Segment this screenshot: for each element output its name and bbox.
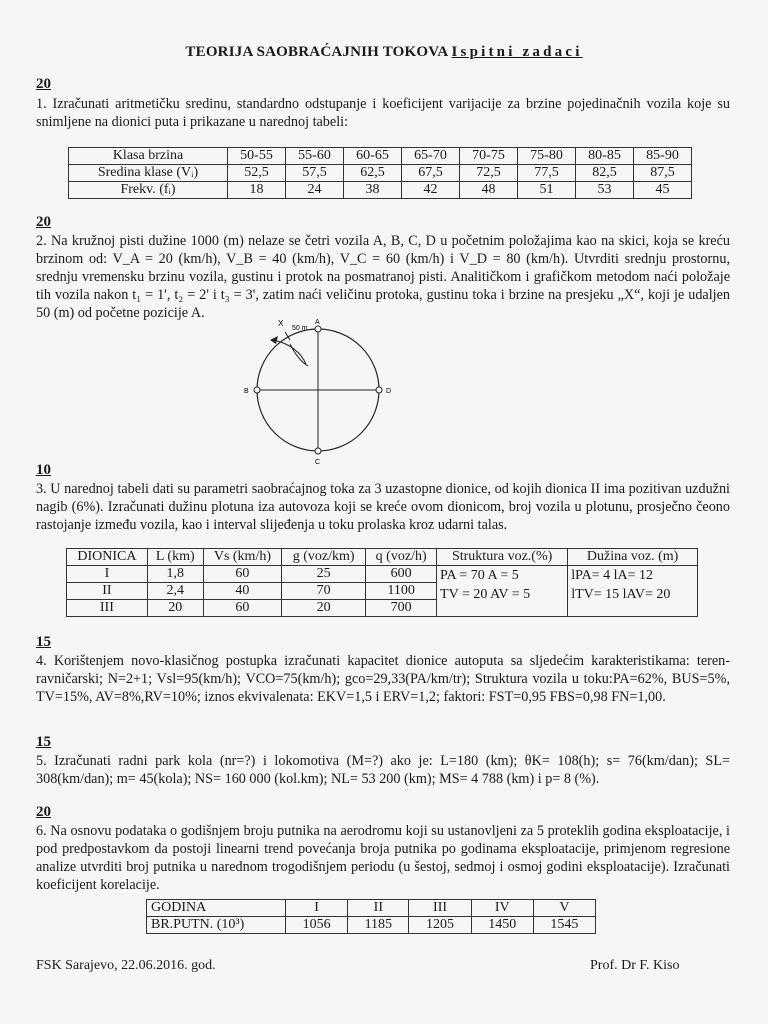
task3-table: [66, 548, 698, 617]
task1-midpoint-cell: 67,5: [402, 165, 460, 182]
vehicle-a-label: A: [315, 319, 320, 326]
task6-year-cell: III: [409, 900, 471, 917]
task4-text: 4. Korištenjem novo-klasičnog postupka izračunati kapacitet dionice autoputa sa sljedećim karakteristikama: teren-ravničarski; N=2+1; Vsl=95(km/h); VCO=75(km/h); gco=29,33(PA/km/tr); Struktura vozila u toku:PA=62%, BUS=5%, TV=15%, AV=8%,RV=10%; iznos ekvivalenata: EKV=1,5 i ERV=1,2; faktori: FST=0,95 FBS=0,98 FN=1,00.: [36, 653, 730, 705]
task3-cell: 60: [203, 566, 281, 583]
page-title: [0, 44, 768, 61]
task6-passenger-cell: 1205: [409, 917, 471, 934]
task2-points: 20: [36, 214, 51, 230]
task1-midpoint-cell: 72,5: [460, 165, 518, 182]
structure-line-2: TV = 20 AV = 5: [440, 587, 531, 602]
task3-cell: 1100: [366, 583, 437, 600]
task3-header-cell: g (voz/km): [282, 549, 366, 566]
task1-frequency-cell: 24: [286, 182, 344, 199]
title-main: TEORIJA SAOBRAĆAJNIH TOKOVA: [185, 44, 448, 60]
task6-row-passengers: [147, 917, 596, 934]
task1-row-midpoints: [69, 165, 692, 182]
task1-table: [68, 147, 692, 199]
task3-cell: 700: [366, 600, 437, 617]
task1-midpoint-cell: 87,5: [634, 165, 692, 182]
vehicle-c-marker: [315, 448, 321, 454]
task6-passenger-cell: 1056: [286, 917, 348, 934]
task2-text: 2. Na kružnoj pisti dužine 1000 (m) nelaze se četri vozila A, B, C, D u početnim položajima kao na skici, koja se kreću brzinom od: V_A = 20 (km/h), V_B = 40 (km/h), V_C = 60 (km/h) i V_D = 80 (km/h). Utvrditi srednju prostornu, srednju vremensku brzinu vozila, gustinu i protok na posmatranoj pisti. Analitičkom i grafičkom metodom naći položaje tih vozila nakon t₁ = 1', t₂ = 2' i t₃ = 3', zatim naći veličinu protoka, gustinu toka i brzine na presjeku „X“, koji je udaljen 50 (m) od početne pozicije A.: [36, 233, 730, 321]
task1-midpoint-cell: 62,5: [344, 165, 402, 182]
footer-place-date: FSK Sarajevo, 22.06.2016. god.: [36, 958, 216, 973]
task3-row-i: [67, 566, 698, 583]
task3-cell: 60: [203, 600, 281, 617]
length-line-1: lPA= 4 lA= 12: [571, 568, 653, 583]
task6-year-cell: II: [348, 900, 409, 917]
task1-class-cell: 55-60: [286, 148, 344, 165]
task3-cell: 1,8: [147, 566, 203, 583]
task1-frequency-cell: 45: [634, 182, 692, 199]
task6-text: 6. Na osnovu podataka o godišnjem broju putnika na aerodromu koji su ustanovljeni za 5 proteklih godina eksploatacije, i pod predpostavkom da postoji linearni trend povećanja broja putnika po godinama eksploatacije, primjenom regresione analize utvrditi broj putnika u narednom trogodišnjem periodu (u šestoj, sedmoj i osmoj godini eksploatacije). Izračunati koeficijent korelacije.: [36, 823, 730, 893]
task5-text: 5. Izračunati radni park kola (nr=?) i lokomotiva (M=?) ako je: L=180 (km); θK= 108(h); s= 76(km/dan); SL= 308(km/dan); m= 45(kola); NS= 160 000 (kol.km); NL= 53 200 (km); MS= 4 788 (km) i p= 8 (%).: [36, 753, 730, 787]
task3-header-cell: Dužina voz. (m): [568, 549, 698, 566]
task3-header-cell: Struktura voz.(%): [437, 549, 568, 566]
task3-cell: I: [67, 566, 148, 583]
task3-length-cell: [568, 566, 698, 617]
section-x-label: X: [278, 319, 284, 328]
task1-class-cell: 70-75: [460, 148, 518, 165]
structure-line-1: PA = 70 A = 5: [440, 568, 519, 583]
task1-midpoint-cell: 57,5: [286, 165, 344, 182]
vehicle-d-label: D: [386, 388, 392, 395]
task1-label-frequencies: Frekv. (fᵢ): [69, 182, 228, 199]
task6-year-cell: IV: [471, 900, 533, 917]
task1-midpoint-cell: 77,5: [518, 165, 576, 182]
task3-text: 3. U narednoj tabeli dati su parametri saobraćajnog toka za 3 uzastopne dionice, od kojih dionica II ima pozitivan uzdužni nagib (6%). Izračunati dužinu plotuna iza autovoza koji se kreće ovom dionicom, broj vozila u plotunu, prosječno čeono rastojanje između vozila, kao i interval slijeđenja u toku prolaska kroz udarni talas.: [36, 481, 730, 533]
task6-label-passengers: BR.PUTN. (10³): [147, 917, 286, 934]
task3-structure-cell: [437, 566, 568, 617]
task3-cell: 40: [203, 583, 281, 600]
task5-points: 15: [36, 734, 51, 750]
task1-points: 20: [36, 76, 51, 92]
task1-row-frequencies: [69, 182, 692, 199]
task1-text: 1. Izračunati aritmetičku sredinu, standardno odstupanje i koeficijent varijacije za brzine pojedinačnih vozila koje su snimljene na dionici puta i prikazane u narednoj tabeli:: [36, 96, 730, 130]
task3-cell: 25: [282, 566, 366, 583]
length-line-2: lTV= 15 lAV= 20: [571, 587, 671, 602]
task6-passenger-cell: 1450: [471, 917, 533, 934]
task6-year-cell: I: [286, 900, 348, 917]
vehicle-b-marker: [254, 387, 260, 393]
task1-frequency-cell: 18: [228, 182, 286, 199]
task1-class-cell: 80-85: [576, 148, 634, 165]
task1-class-cell: 50-55: [228, 148, 286, 165]
task3-cell: 600: [366, 566, 437, 583]
vehicle-b-label: B: [244, 388, 249, 395]
task6-passenger-cell: 1185: [348, 917, 409, 934]
task3-cell: 2,4: [147, 583, 203, 600]
task3-header-cell: Vs (km/h): [203, 549, 281, 566]
task3-cell: II: [67, 583, 148, 600]
task6-points: 20: [36, 804, 51, 820]
task1-row-classes: [69, 148, 692, 165]
distance-label: 50 m: [292, 325, 308, 332]
circular-track-sketch: [240, 318, 410, 468]
task1-frequency-cell: 38: [344, 182, 402, 199]
task3-cell: 20: [282, 600, 366, 617]
task1-class-cell: 60-65: [344, 148, 402, 165]
task4-points: 15: [36, 634, 51, 650]
task3-cell: III: [67, 600, 148, 617]
footer-author: Prof. Dr F. Kiso: [590, 958, 680, 973]
task3-header-row: [67, 549, 698, 566]
task3-header-cell: L (km): [147, 549, 203, 566]
vehicle-a-marker: [315, 326, 321, 332]
task6-year-cell: V: [533, 900, 595, 917]
task6-table: [146, 899, 596, 934]
task6-row-years: [147, 900, 596, 917]
task1-class-cell: 85-90: [634, 148, 692, 165]
task3-cell: 70: [282, 583, 366, 600]
task3-header-cell: DIONICA: [67, 549, 148, 566]
task3-header-cell: q (voz/h): [366, 549, 437, 566]
task1-frequency-cell: 48: [460, 182, 518, 199]
task3-cell: 20: [147, 600, 203, 617]
vehicle-c-label: C: [315, 459, 321, 466]
task6-label-years: GODINA: [147, 900, 286, 917]
task1-frequency-cell: 42: [402, 182, 460, 199]
task1-frequency-cell: 51: [518, 182, 576, 199]
task1-label-midpoints: Sredina klase (Vᵢ): [69, 165, 228, 182]
vehicle-d-marker: [376, 387, 382, 393]
task1-frequency-cell: 53: [576, 182, 634, 199]
title-sub: Ispitni zadaci: [451, 44, 583, 60]
task1-midpoint-cell: 82,5: [576, 165, 634, 182]
task1-label-classes: Klasa brzina: [69, 148, 228, 165]
task6-passenger-cell: 1545: [533, 917, 595, 934]
task1-class-cell: 75-80: [518, 148, 576, 165]
task1-midpoint-cell: 52,5: [228, 165, 286, 182]
task1-class-cell: 65-70: [402, 148, 460, 165]
task3-points: 10: [36, 462, 51, 478]
